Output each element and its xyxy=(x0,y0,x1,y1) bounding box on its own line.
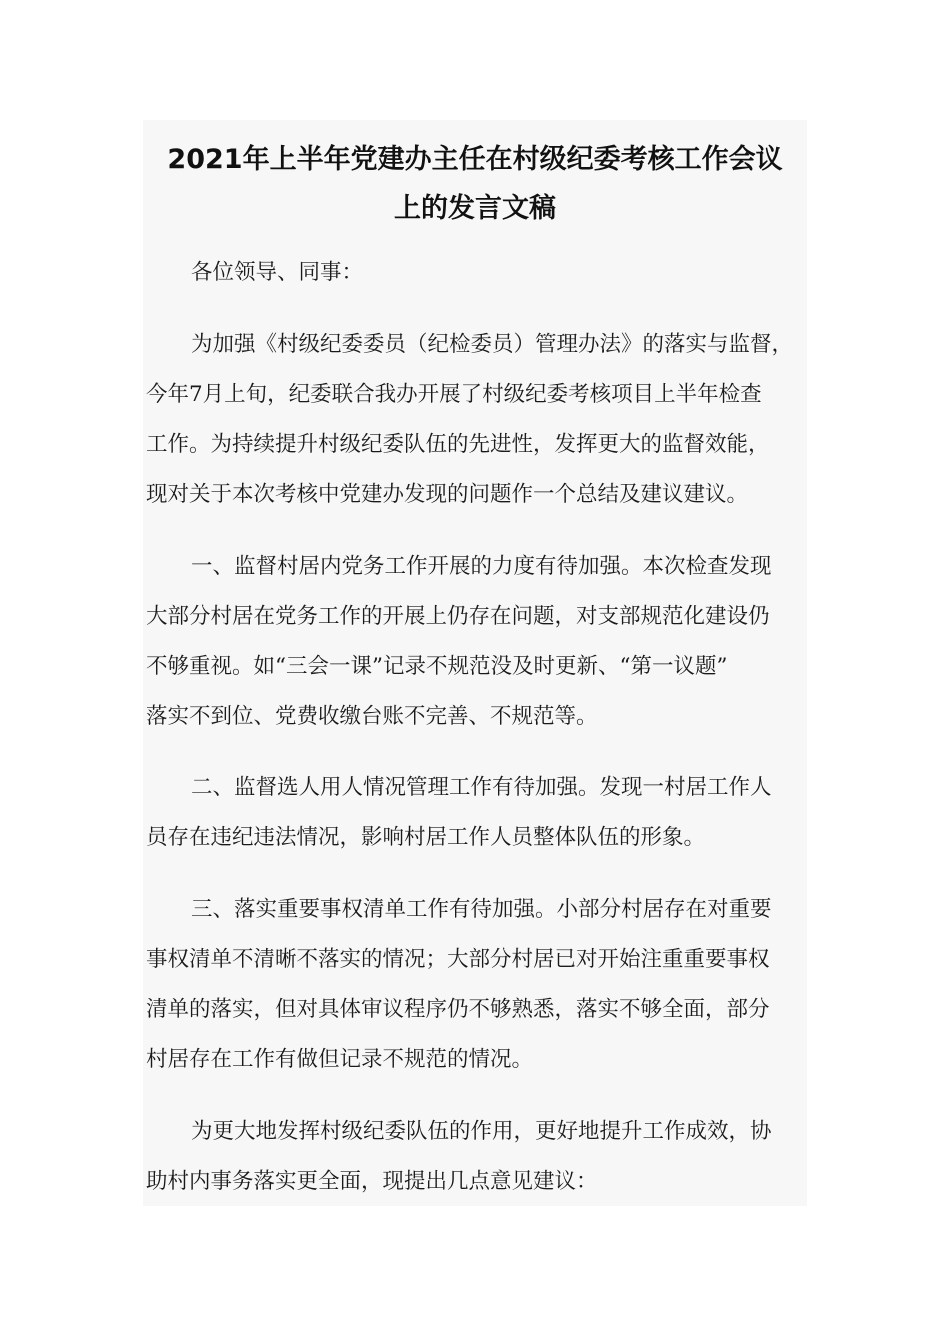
paragraph-line: 员存在违纪违法情况，影响村居工作人员整体队伍的形象。 xyxy=(146,825,706,850)
paragraph-line: 各位领导、同事： xyxy=(191,260,364,285)
issue-one-paragraph xyxy=(146,542,806,742)
paragraph-line: 工作。为持续提升村级纪委队伍的先进性，发挥更大的监督效能， xyxy=(146,432,770,457)
paragraph-line: 大部分村居在党务工作的开展上仍存在问题，对支部规范化建设仍 xyxy=(146,604,770,629)
document-title-line-1: 2021年上半年党建办主任在村级纪委考核工作会议 xyxy=(167,144,783,175)
paragraph-line: 今年7月上旬，纪委联合我办开展了村级纪委考核项目上半年检查 xyxy=(146,382,762,407)
paragraph-line: 助村内事务落实更全面，现提出几点意见建议： xyxy=(146,1169,598,1194)
paragraph-line: 村居存在工作有做但记录不规范的情况。 xyxy=(146,1047,534,1072)
issue-two-paragraph xyxy=(146,763,806,863)
paragraph-line: 三、落实重要事权清单工作有待加强。小部分村居存在对重要 xyxy=(191,897,772,922)
paragraph-line: 一、监督村居内党务工作开展的力度有待加强。本次检查发现 xyxy=(191,554,772,579)
paragraph-line: 二、监督选人用人情况管理工作有待加强。发现一村居工作人 xyxy=(191,775,772,800)
paragraph-line: 清单的落实，但对具体审议程序仍不够熟悉，落实不够全面，部分 xyxy=(146,997,770,1022)
intro-paragraph xyxy=(146,320,806,520)
suggestion-intro-paragraph xyxy=(146,1107,806,1207)
paragraph-line: 事权清单不清晰不落实的情况；大部分村居已对开始注重重要事权 xyxy=(146,947,770,972)
paragraph-line: 现对关于本次考核中党建办发现的问题作一个总结及建议建议。 xyxy=(146,482,749,507)
paragraph-line: 为加强《村级纪委委员（纪检委员）管理办法》的落实与监督， xyxy=(191,332,794,357)
issue-three-paragraph xyxy=(146,885,806,1085)
paragraph-line: 不够重视。如“三会一课”记录不规范没及时更新、“第一议题” xyxy=(146,654,728,679)
paragraph-line: 落实不到位、党费收缴台账不完善、不规范等。 xyxy=(146,704,598,729)
salutation-paragraph xyxy=(146,248,806,298)
document-title-line-2: 上的发言文稿 xyxy=(394,193,556,224)
paragraph-line: 为更大地发挥村级纪委队伍的作用，更好地提升工作成效，协 xyxy=(191,1119,772,1144)
